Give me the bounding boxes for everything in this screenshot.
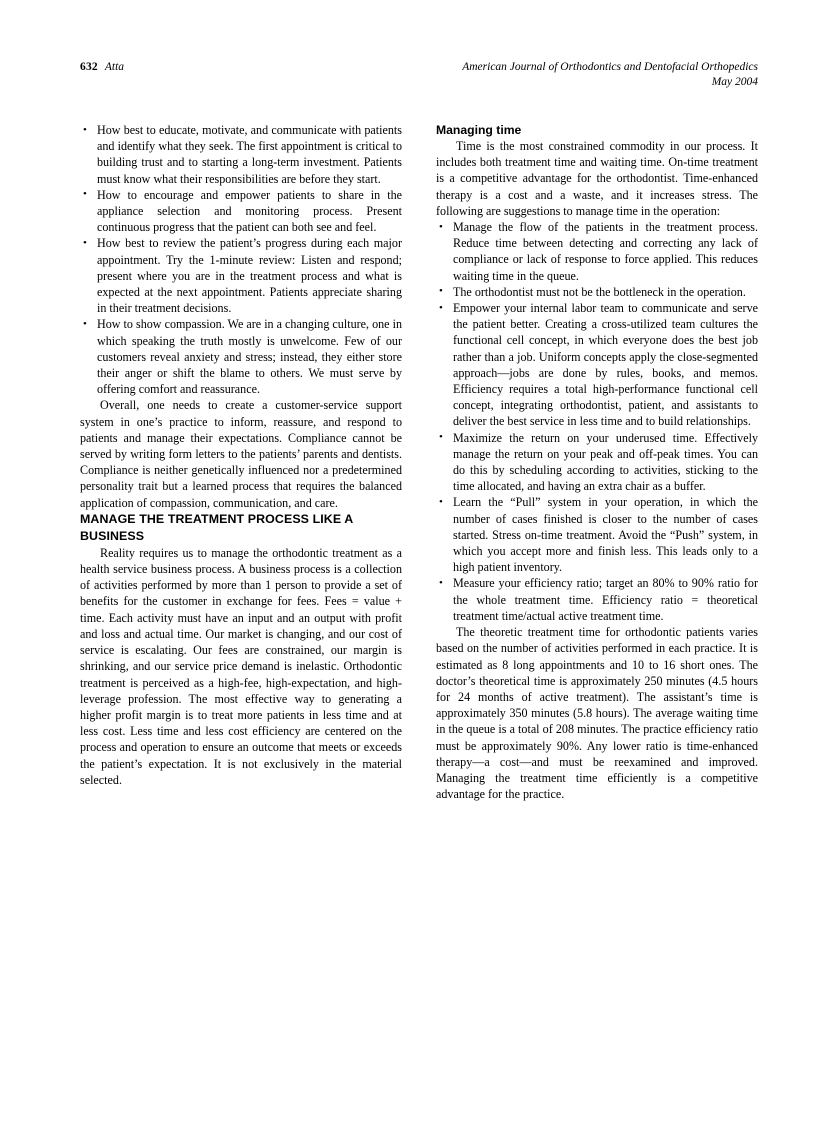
list-item: • Empower your internal labor team to communicate and serve the patient better. Creating a cross-utilized team cultures the functional cell concept, in which everyone does the best job rather than a job. Uniform concepts apply the close-segmented approach—jobs are done by rules, books, and memos. Efficiency requires a total high-performance functional cell concept, integrating orthodontist, patient, and assistants to deliver the best service in less time and to build relationships.	[436, 300, 758, 430]
closing-paragraph: The theoretic treatment time for orthodontic patients varies based on the number of activities performed in each practice. It is estimated as 8 long appointments and 10 to 16 short ones. The doctor’s theoretical time is approximately 250 minutes (4.5 hours for 24 months of active treatment). The assistant’s time is approximately 350 minutes (5.8 hours). The average waiting time in the queue is a total of 208 minutes. The practice efficiency ratio must be approximately 90%. Any lower ratio is time-enhanced therapy—a cost—and must be reexamined and improved. Managing the treatment time efficiently is a competitive advantage for the practice.	[436, 625, 758, 802]
issue-date: May 2004	[711, 76, 758, 88]
journal-title: American Journal of Orthodontics and Dentofacial Orthopedics	[462, 61, 758, 73]
left-bullet-list	[80, 122, 402, 397]
overall-paragraph: Overall, one needs to create a customer-service support system in one’s practice to inform, reassure, and respond to patients and manage their expectations. Compliance cannot be served by writing form letters to the patients’ parents and dentists. Compliance is neither genetically influenced nor a predetermined personality trait but a learned process that requires the balanced application of compassion, communication, and care.	[80, 398, 402, 510]
section-paragraph: Reality requires us to manage the orthodontic treatment as a health service business process. A business process is a collection of activities performed by more than 1 person to provide a set of benefits for the customer in exchange for fees. Fees = value + time. Each activity must have an input and an output with profit and loss and actual time. Our market is changing, and our cost of service is escalating. Our fees are constrained, our margin is shrinking, and our service price demand is inelastic. Orthodontic treatment is perceived as a high-fee, high-expectation, and high-leverage profession. The most effective way to generating a higher profit margin is to treat more patients in less time and at less cost. Less time and less cost efficiency are centered on the process and operation to ensure an outcome that meets or exceeds the patient’s expectation. It is not exclusively in the material selected.	[80, 545, 402, 787]
list-item: • How best to review the patient’s progress during each major appointment. Try the 1-minute review: Listen and respond; present where you are in the treatment process and what is expected at the next appointment. Patients appreciate sharing in their treatment decisions.	[80, 235, 402, 316]
section-heading-manage-treatment-process: MANAGE THE TREATMENT PROCESS LIKE A BUSINESS	[80, 511, 353, 543]
page-number: 632	[80, 61, 98, 73]
list-item: • How best to educate, motivate, and communicate with patients and identify what they seek. The first appointment is critical to building trust and to starting a long-term investment. Patients must know what their responsibilities are before they start.	[80, 122, 402, 187]
list-item: • Learn the “Pull” system in your operation, in which the number of cases finished is closer to the number of cases started. Stress on-time treatment. Avoid the “Push” system, in which you accept more and finish less. This leads only to a high patient inventory.	[436, 494, 758, 575]
two-column-body	[80, 122, 758, 802]
left-column	[80, 122, 402, 802]
list-item: • How to show compassion. We are in a changing culture, one in which speaking the truth mostly is unwelcome. Few of our customers reveal anxiety and stress; instead, they either store their anger or shift the blame to others. We must serve by offering comfort and reassurance.	[80, 316, 402, 397]
running-head-right	[462, 60, 758, 90]
running-head	[80, 60, 758, 90]
subsection-heading-managing-time: Managing time	[436, 123, 522, 137]
list-item: • The orthodontist must not be the bottleneck in the operation.	[436, 284, 758, 300]
list-item: • How to encourage and empower patients to share in the appliance selection and monitoring process. Present continuous progress that the patient can both see and feel.	[80, 187, 402, 236]
managing-time-intro-paragraph: Time is the most constrained commodity in our process. It includes both treatment time and waiting time. On-time treatment is a competitive advantage for the orthodontist. Time-enhanced therapy is a cost and a waste, and it increases stress. The following are suggestions to manage time in the operation:	[436, 139, 758, 218]
right-column	[436, 122, 758, 802]
running-head-left	[80, 60, 124, 74]
list-item: • Measure your efficiency ratio; target an 80% to 90% ratio for the whole treatment time. Efficiency ratio = theoretical treatment time/actual active treatment time.	[436, 575, 758, 624]
right-bullet-list	[436, 219, 758, 624]
list-item: • Manage the flow of the patients in the treatment process. Reduce time between detecting and correcting any lack of compliance or lack of response to force applied. This reduces waiting time in the queue.	[436, 219, 758, 284]
list-item: • Maximize the return on your underused time. Effectively manage the return on your peak and off-peak times. You can do this by scheduling according to activities, sticking to the time allocated, and having an extra chair as a buffer.	[436, 430, 758, 495]
running-head-author: Atta	[104, 61, 125, 73]
